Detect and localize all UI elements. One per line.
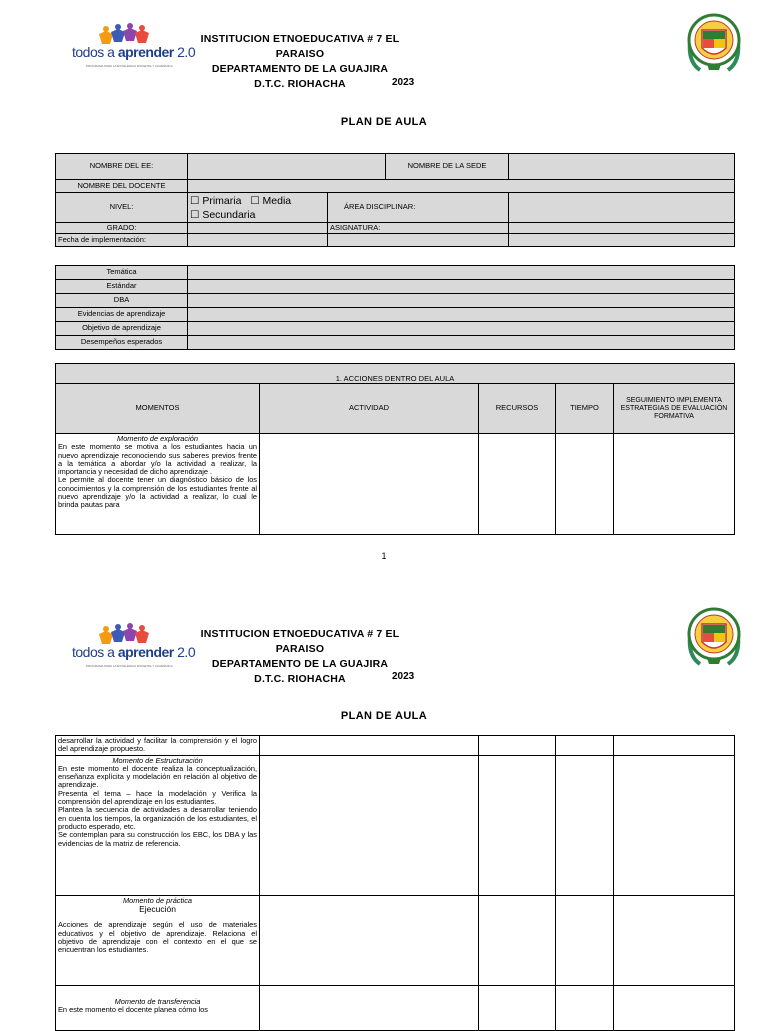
practica-recursos[interactable] xyxy=(479,895,556,985)
transferencia-tiempo[interactable] xyxy=(556,985,614,1030)
practica-actividad[interactable] xyxy=(260,895,479,985)
estructuracion-recursos[interactable] xyxy=(479,755,556,895)
plan-title-2: PLAN DE AULA xyxy=(340,710,428,722)
field-dba[interactable] xyxy=(188,294,735,308)
field-fecha-extra[interactable] xyxy=(328,234,509,247)
todos-a-aprender-logo-2 xyxy=(72,622,196,672)
label-evidencias: Evidencias de aprendizaje xyxy=(56,308,188,322)
label-nombre-ee: NOMBRE DEL EE: xyxy=(56,154,188,180)
general-info-table xyxy=(55,153,735,247)
momento-exploracion xyxy=(56,434,260,535)
practica-text: Acciones de aprendizaje según el uso de materiales educativos y el objetivo de aprendizaje. Relaciona el objetivo de aprendizaje con el contexto en el que se encuentran los estudiantes. xyxy=(58,920,257,955)
label-fecha: Fecha de implementación: xyxy=(56,234,188,247)
cont-actividad[interactable] xyxy=(260,736,479,756)
cont-seguimiento[interactable] xyxy=(614,736,735,756)
school-name: INSTITUCION ETNOEDUCATIVA # 7 EL PARAISO xyxy=(200,33,400,60)
label-dba: DBA xyxy=(56,294,188,308)
field-nombre-sede[interactable] xyxy=(509,154,735,180)
label-nombre-sede: NOMBRE DE LA SEDE xyxy=(386,154,509,180)
district-name: D.T.C. RIOHACHA xyxy=(254,78,346,90)
field-asignatura[interactable] xyxy=(509,223,735,234)
practica-seguimiento[interactable] xyxy=(614,895,735,985)
practica-title: Momento de práctica xyxy=(122,895,192,905)
transferencia-actividad[interactable] xyxy=(260,985,479,1030)
transferencia-text: En este momento el docente planea cómo los xyxy=(58,1004,208,1014)
cont-tiempo[interactable] xyxy=(556,736,614,756)
school-header-2 xyxy=(175,627,425,687)
practica-subtitle: Ejecución xyxy=(139,903,176,914)
year: 2023 xyxy=(392,77,415,88)
label-nombre-docente: NOMBRE DEL DOCENTE xyxy=(56,180,188,193)
estructuracion-text-1: En este momento el docente realiza la conceptualización, enseñanza explícita y modelación en relación al objetivo de aprendizaje. xyxy=(58,763,257,790)
page-number: 1 xyxy=(381,551,387,561)
logo-wordmark-2: todos a aprender 2.0 xyxy=(72,644,196,660)
momento-practica xyxy=(56,895,260,985)
label-area-disciplinar: ÁREA DISCIPLINAR: xyxy=(328,193,509,223)
actions-table xyxy=(55,363,735,535)
year-2: 2023 xyxy=(392,671,415,682)
field-grado[interactable] xyxy=(188,223,328,234)
estructuracion-text-3: Plantea la secuencia de actividades a desarrollar teniendo en cuenta los tiempos, la organización de los estudiantes, el producto esperado, etc. xyxy=(58,805,257,831)
department-name-2: DEPARTAMENTO DE LA GUAJIRA xyxy=(211,658,389,670)
curriculum-table xyxy=(55,265,735,350)
field-area-disciplinar[interactable] xyxy=(509,193,735,223)
header-actividad: ACTIVIDAD xyxy=(260,384,479,434)
header-momentos: MOMENTOS xyxy=(56,384,260,434)
institution-crest-icon xyxy=(686,12,742,74)
field-tematica[interactable] xyxy=(188,266,735,280)
label-nivel: NIVEL: xyxy=(56,193,188,223)
institution-crest-icon xyxy=(686,606,742,668)
transferencia-seguimiento[interactable] xyxy=(614,985,735,1030)
plan-title: PLAN DE AULA xyxy=(340,116,428,128)
exploracion-tiempo[interactable] xyxy=(556,434,614,535)
transferencia-title: Momento de transferencia xyxy=(114,996,201,1006)
department-name: DEPARTAMENTO DE LA GUAJIRA xyxy=(211,63,389,75)
field-objetivo[interactable] xyxy=(188,322,735,336)
nivel-options xyxy=(188,193,328,223)
momento-transferencia xyxy=(56,985,260,1030)
estructuracion-seguimiento[interactable] xyxy=(614,755,735,895)
logo-subtitle: PROGRAMA PARA LA EXCELENCIA DOCENTE Y ACADÉMICA xyxy=(86,64,173,68)
checkbox-secundaria[interactable]: ☐ Secundaria xyxy=(190,208,256,221)
school-header xyxy=(175,32,425,92)
exploracion-recursos[interactable] xyxy=(479,434,556,535)
estructuracion-tiempo[interactable] xyxy=(556,755,614,895)
label-objetivo: Objetivo de aprendizaje xyxy=(56,322,188,336)
exploracion-text-1: En este momento se motiva a los estudiantes hacia un nuevo aprendizaje reconociendo sus saberes previos frente a la temática a abordar y/o la actividad a realizar, la importancia y necesidad de dicho aprendizaje . xyxy=(58,442,257,477)
field-nombre-docente[interactable] xyxy=(188,180,735,193)
practica-tiempo[interactable] xyxy=(556,895,614,985)
exploracion-title: Momento de exploración xyxy=(117,434,198,443)
header-tiempo: TIEMPO xyxy=(556,384,614,434)
field-evidencias[interactable] xyxy=(188,308,735,322)
label-grado: GRADO: xyxy=(56,223,188,234)
field-nombre-ee[interactable] xyxy=(188,154,386,180)
field-estandar[interactable] xyxy=(188,280,735,294)
header-seguimiento: SEGUIMIENTO IMPLEMENTA ESTRATEGIAS DE EVALUACIÓN FORMATIVA xyxy=(614,384,735,434)
field-fecha[interactable] xyxy=(188,234,328,247)
checkbox-media[interactable]: ☐ Media xyxy=(250,194,292,207)
district-name-2: D.T.C. RIOHACHA xyxy=(254,673,346,685)
logo-subtitle-2: PROGRAMA PARA LA EXCELENCIA DOCENTE Y ACADÉMICA xyxy=(86,664,173,668)
checkbox-primaria[interactable]: ☐ Primaria xyxy=(190,194,242,207)
cont-recursos[interactable] xyxy=(479,736,556,756)
estructuracion-text-2: Presenta el tema – hace la modelación y Verifica la comprensión del aprendizaje en los estudiantes. xyxy=(58,788,257,807)
label-tematica: Temática xyxy=(56,266,188,280)
field-fecha-extra-2[interactable] xyxy=(509,234,735,247)
logo-wordmark: todos a aprender 2.0 xyxy=(72,44,196,60)
todos-a-aprender-logo xyxy=(72,22,196,72)
exploracion-text-2: Le permite al docente tener un diagnóstico básico de los conocimientos y la comprensión de los estudiantes frente al nuevo aprendizaje y/o la actividad a realizar, lo cual le brinda pautas para xyxy=(58,475,257,510)
momento-estructuracion xyxy=(56,755,260,895)
school-name-2: INSTITUCION ETNOEDUCATIVA # 7 EL PARAISO xyxy=(200,628,400,655)
estructuracion-actividad[interactable] xyxy=(260,755,479,895)
header-recursos: RECURSOS xyxy=(479,384,556,434)
exploracion-seguimiento[interactable] xyxy=(614,434,735,535)
label-asignatura: ASIGNATURA: xyxy=(328,223,509,234)
estructuracion-title: Momento de Estructuración xyxy=(112,755,203,765)
transferencia-recursos[interactable] xyxy=(479,985,556,1030)
label-desempenos: Desempeños esperados xyxy=(56,336,188,350)
exploracion-continuation: desarrollar la actividad y facilitar la comprensión y el logro del aprendizaje propuesto. xyxy=(56,736,260,756)
estructuracion-text-4: Se contemplan para su construcción los EBC, los DBA y las evidencias de la matriz de referencia. xyxy=(58,830,257,848)
label-estandar: Estándar xyxy=(56,280,188,294)
actions-table-continued xyxy=(55,735,735,1031)
field-desempenos[interactable] xyxy=(188,336,735,350)
exploracion-actividad[interactable] xyxy=(260,434,479,535)
section-title-acciones: 1. ACCIONES DENTRO DEL AULA xyxy=(56,364,735,384)
